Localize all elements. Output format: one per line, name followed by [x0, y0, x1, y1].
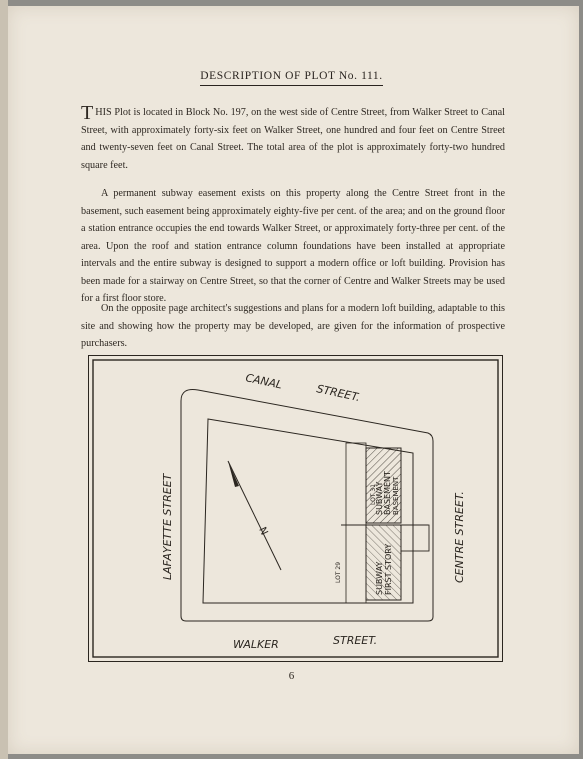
- basement-label-1: SUBWAY: [375, 481, 384, 515]
- paragraph-2: A permanent subway easement exists on this property along the Centre Street front in the basement, such easement being approximately eighty-five per cent. of the area; and on the ground floor a station entrance occupies the end towards Walker Street, or approximately forty-three per cent. of the area. Upon the roof and station entrance column foundations have been installed at appropriate intervals and the entire subway is designed to support a modern office or loft building. Provision has been made for a stairway on Centre Street, so that the corner of Centre and Walker Streets may be used for a first floor store.: [81, 188, 505, 304]
- plan-outer-frame: [89, 356, 503, 662]
- lot-label-2: LOT 29: [335, 561, 342, 583]
- walker-street-label-1: WALKER: [233, 638, 279, 651]
- paragraph-1-text: HIS Plot is located in Block No. 197, on the west side of Centre Street, from Walker Street to Canal Street, with approximately forty-six feet on Walker Street, one hundred and four feet on Centre Street and twenty-seven feet on Canal Street. The total area of the plot is approximately forty-two hundred square feet.: [81, 107, 505, 171]
- canal-street-label-2: STREET.: [315, 382, 362, 405]
- north-symbol: N: [256, 525, 270, 538]
- drop-cap: T: [81, 102, 94, 124]
- north-arrow-line: [228, 461, 281, 570]
- walker-street-label-2: STREET.: [333, 634, 378, 647]
- page-edge: [0, 0, 8, 759]
- canal-street-label-1: CANAL: [244, 371, 284, 392]
- lafayette-street-label: LAFAYETTE STREET: [161, 473, 174, 580]
- page-number: 6: [288, 670, 295, 682]
- first-story-label-2: FIRST STORY: [384, 543, 393, 595]
- page-title: [0, 70, 583, 82]
- lot-line-strip: [346, 443, 366, 603]
- plan-inner-frame: [93, 360, 498, 657]
- centre-street-label: CENTRE STREET.: [453, 491, 466, 583]
- lot-label-1: LOT 31: [370, 483, 377, 505]
- basement-label-3: BASEMENT: [392, 476, 400, 515]
- plot-plan-drawing: [88, 355, 503, 662]
- title-text: DESCRIPTION OF PLOT No. 111.: [200, 70, 383, 86]
- paragraph-3: On the opposite page architect's suggestions and plans for a modern loft building, adaptable to this site and showing how the property may be developed, are given for the information of prospective purchasers.: [81, 303, 505, 349]
- north-arrow-head: [228, 461, 239, 487]
- first-story-label-1: SUBWAY: [375, 561, 384, 595]
- paragraph-1: [81, 104, 505, 174]
- basement-label-2: BASEMENT: [383, 471, 392, 515]
- stair-box: [401, 525, 429, 551]
